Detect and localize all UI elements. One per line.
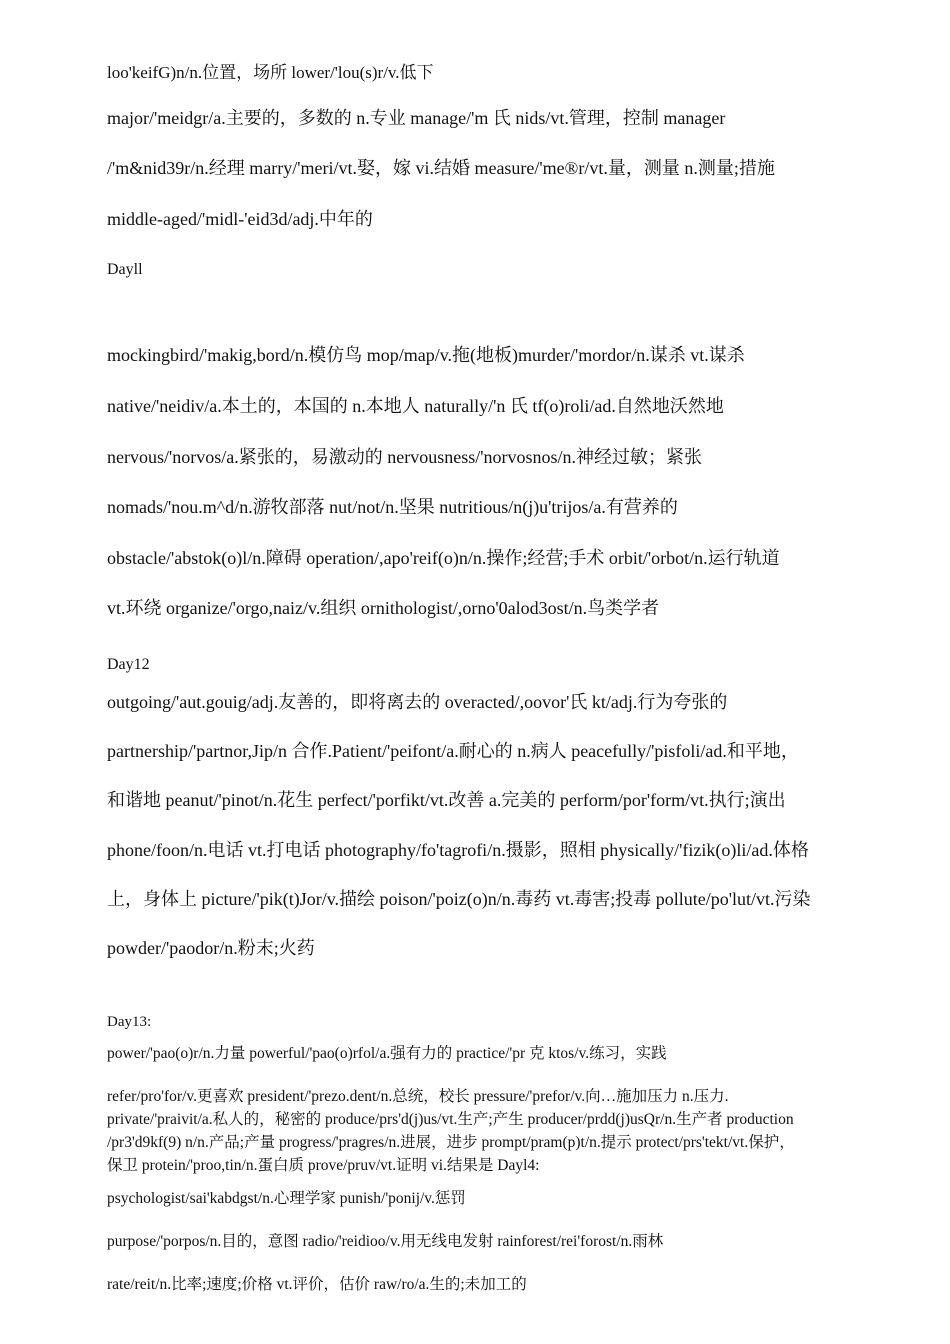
vocab-line: powder/'paodor/n.粉末;火药: [107, 938, 315, 958]
vocab-line: 上，身体上 picture/'pik(t)Jor/v.描绘 poison/'poiz(o)n/n.毒药 vt.毒害;投毒 pollute/po'lut/vt.污染: [107, 889, 811, 909]
vocab-line: outgoing/'aut.gouig/adj.友善的，即将离去的 overacted/,oovor'氏 kt/adj.行为夸张的: [107, 692, 728, 712]
vocab-line: vt.环绕 organize/'orgo,naiz/v.组织 ornithologist/,orno'0alod3ost/n.鸟类学者: [107, 598, 660, 618]
vocab-line: 保卫 protein/'proo,tin/n.蛋白质 prove/pruv/vt.证明 vi.结果是 Dayl4:: [107, 1157, 540, 1174]
vocab-line: rate/reit/n.比率;速度;价格 vt.评价，估价 raw/ro/a.生的;未加工的: [107, 1276, 527, 1293]
vocab-line: middle-aged/'midl-'eid3d/adj.中年的: [107, 209, 373, 229]
day-heading: Dayll: [107, 261, 143, 278]
vocab-line: psychologist/sai'kabdgst/n.心理学家 punish/'ponij/v.惩罚: [107, 1190, 466, 1207]
vocab-line: purpose/'porpos/n.目的，意图 radio/'reidioo/v.用无线电发射 rainforest/rei'forost/n.雨林: [107, 1233, 664, 1250]
vocab-line: power/'pao(o)r/n.力量 powerful/'pao(o)rfol/a.强有力的 practice/'pr 克 ktos/v.练习，实践: [107, 1045, 667, 1062]
day-heading: Day12: [107, 656, 150, 673]
vocab-line: refer/pro'for/v.更喜欢 president/'prezo.dent/n.总统，校长 pressure/'prefor/v.向…施加压力 n.压力.: [107, 1088, 729, 1105]
vocab-line: private/'praivit/a.私人的，秘密的 produce/prs'd(j)us/vt.生产;产生 producer/prdd(j)usQr/n.生产者 production: [107, 1111, 794, 1128]
vocab-line: /pr3'd9kf(9) n/n.产品;产量 progress/'pragres/n.进展，进步 prompt/pram(p)t/n.提示 protect/prs'tekt/vt.保护，: [107, 1134, 795, 1151]
vocab-line: /'m&nid39r/n.经理 marry/'meri/vt.娶，嫁 vi.结婚 measure/'me®r/vt.量，测量 n.测量;措施: [107, 158, 775, 178]
vocab-line: 和谐地 peanut/'pinot/n.花生 perfect/'porfikt/vt.改善 a.完美的 perform/por'form/vt.执行;演出: [107, 790, 786, 810]
vocab-line: native/'neidiv/a.本土的，本国的 n.本地人 naturally/'n 氏 tf(o)roli/ad.自然地沃然地: [107, 396, 724, 416]
vocab-line: major/'meidgr/a.主要的，多数的 n.专业 manage/'m 氏 nids/vt.管理，控制 manager: [107, 108, 726, 128]
vocab-line: nomads/'nou.m^d/n.游牧部落 nut/not/n.坚果 nutritious/n(j)u'trijos/a.有营养的: [107, 497, 678, 517]
vocab-line: loo'keifG)n/n.位置，场所 lower/'lou(s)r/v.低下: [107, 63, 434, 82]
day-heading: Day13:: [107, 1014, 152, 1030]
vocab-line: obstacle/'abstok(o)l/n.障碍 operation/,apo'reif(o)n/n.操作;经营;手术 orbit/'orbot/n.运行轨道: [107, 548, 780, 568]
vocab-line: mockingbird/'makig,bord/n.模仿鸟 mop/map/v.拖(地板)murder/'mordor/n.谋杀 vt.谋杀: [107, 345, 745, 365]
vocab-line: phone/foon/n.电话 vt.打电话 photography/fo'tagrofi/n.摄影，照相 physically/'fizik(o)li/ad.体格: [107, 840, 809, 860]
vocab-line: partnership/'partnor,Jip/n 合作.Patient/'peifont/a.耐心的 n.病人 peacefully/'pisfoli/ad.和平地，: [107, 741, 799, 761]
vocab-line: nervous/'norvos/a.紧张的，易激动的 nervousness/'norvosnos/n.神经过敏；紧张: [107, 447, 702, 467]
